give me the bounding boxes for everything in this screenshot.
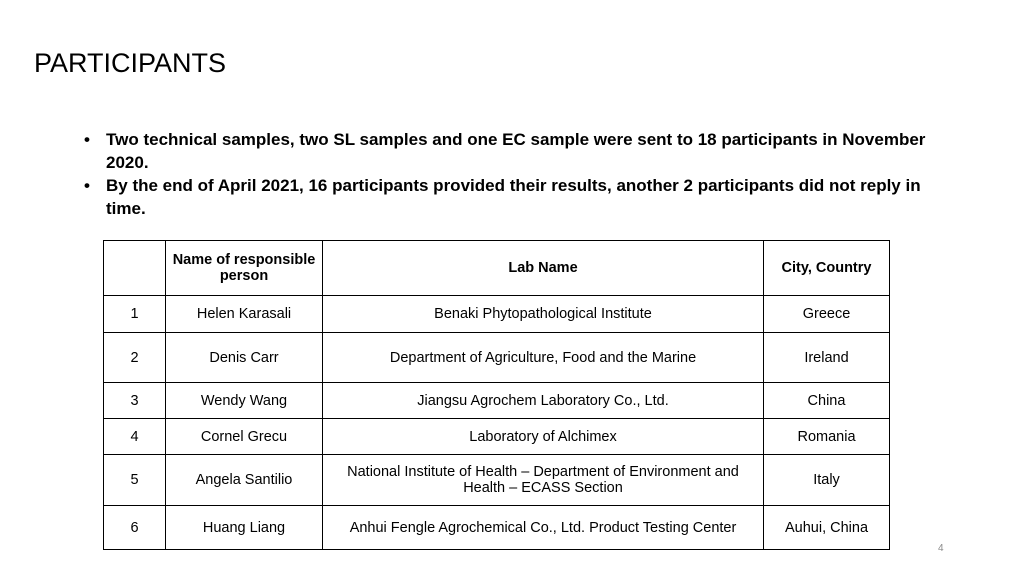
cell-person: Wendy Wang [166, 383, 323, 419]
header-index [104, 241, 166, 296]
bullet-marker: • [84, 176, 90, 195]
bullet-text: Two technical samples, two SL samples and one EC sample were sent to 18 participants in November 2020. [106, 130, 926, 172]
table-row [104, 296, 890, 333]
table-row [104, 455, 890, 506]
participants-table [103, 240, 890, 550]
cell-city-country: Romania [764, 419, 890, 455]
bullet-list [84, 128, 954, 220]
bullet-text: By the end of April 2021, 16 participants provided their results, another 2 participants did not reply in time. [106, 176, 921, 218]
cell-city-country: Greece [764, 296, 890, 333]
cell-person: Cornel Grecu [166, 419, 323, 455]
cell-lab-name: Laboratory of Alchimex [323, 419, 764, 455]
cell-lab-name: Department of Agriculture, Food and the Marine [323, 333, 764, 383]
cell-index: 2 [104, 333, 166, 383]
table-row [104, 506, 890, 550]
bullet-marker: • [84, 130, 90, 149]
table-row [104, 419, 890, 455]
header-person: Name of responsible person [166, 241, 323, 296]
cell-person: Denis Carr [166, 333, 323, 383]
table-header-row [104, 241, 890, 296]
cell-index: 3 [104, 383, 166, 419]
cell-index: 5 [104, 455, 166, 506]
cell-person: Angela Santilio [166, 455, 323, 506]
cell-city-country: Ireland [764, 333, 890, 383]
cell-lab-name: National Institute of Health – Department of Environment and Health – ECASS Section [323, 455, 764, 506]
header-lab-name: Lab Name [323, 241, 764, 296]
cell-lab-name: Benaki Phytopathological Institute [323, 296, 764, 333]
page-number: 4 [938, 543, 944, 554]
cell-index: 6 [104, 506, 166, 550]
page-title: PARTICIPANTS [34, 48, 227, 78]
cell-person: Helen Karasali [166, 296, 323, 333]
header-city-country: City, Country [764, 241, 890, 296]
bullet-item [84, 128, 954, 174]
table-row [104, 333, 890, 383]
table-row [104, 383, 890, 419]
cell-lab-name: Anhui Fengle Agrochemical Co., Ltd. Product Testing Center [323, 506, 764, 550]
bullet-item [84, 174, 954, 220]
cell-city-country: China [764, 383, 890, 419]
cell-city-country: Auhui, China [764, 506, 890, 550]
cell-person: Huang Liang [166, 506, 323, 550]
cell-index: 1 [104, 296, 166, 333]
cell-index: 4 [104, 419, 166, 455]
cell-city-country: Italy [764, 455, 890, 506]
cell-lab-name: Jiangsu Agrochem Laboratory Co., Ltd. [323, 383, 764, 419]
